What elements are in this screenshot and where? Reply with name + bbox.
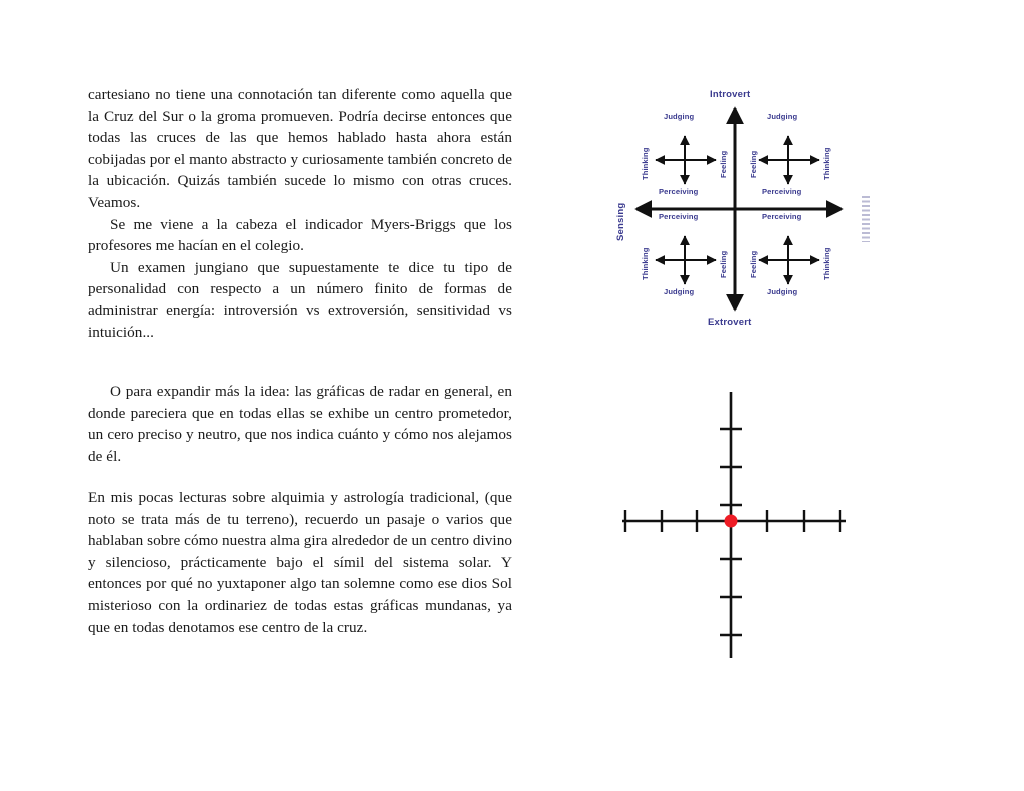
mbti-label-introvert: Introvert [710,89,751,100]
mbti-subcross-top-left [656,136,716,184]
mbti-br-judging: Judging [767,287,798,296]
mbti-bl-perceiving: Perceiving [659,212,699,221]
mbti-bl-feeling: Feeling [719,250,728,278]
text-block-2 [88,381,512,467]
mbti-tr-judging: Judging [767,112,798,121]
cartesian-cross-svg [612,382,856,668]
mbti-br-thinking: Thinking [822,247,831,280]
mbti-subcross-top-right [759,136,819,184]
paragraph: Se me viene a la cabeza el indicador Myers-Briggs que los profesores me hacían en el colegio. [88,215,512,255]
myers-briggs-diagram [604,84,872,334]
mbti-tl-thinking: Thinking [641,147,650,180]
mbti-br-perceiving: Perceiving [762,212,802,221]
paragraph: cartesiano no tiene una connotación tan diferente como aquella que la Cruz del Sur o la groma promueven. Podría decirse entonces que todas las cruces de las que hemos hablado hasta ahora están cobijadas por el manto abstracto y curiosamente también concreto de la ubicación. Quizás también sucede lo mismo con otras cruces. Veamos. [88,86,512,211]
mbti-subcross-bottom-left [656,236,716,284]
text-block-3 [88,487,512,638]
mbti-tl-judging: Judging [664,112,695,121]
paragraph: Un examen jungiano que supuestamente te dice tu tipo de personalidad con respecto a un número finito de formas de administrar energía: introversión vs extroversión, sensitividad vs intuición... [88,258,512,341]
mbti-axes-svg [604,84,872,334]
mbti-br-feeling: Feeling [749,250,758,278]
mbti-label-intuition-watermark [862,196,870,242]
mbti-bl-judging: Judging [664,287,695,296]
mbti-tl-perceiving: Perceiving [659,187,699,196]
paragraph: En mis pocas lecturas sobre alquimia y astrología tradicional, (que noto se trata más de tu terreno), recuerdo un pasaje o varios que hablaban sobre cómo nuestra alma gira alrededor de un centro divino y silencioso, prácticamente bajo el símil del sistema solar. Y entonces por qué no yuxtaponer algo tan solemne como ese dios Sol misterioso con la ordinariez de todas estas gráficas mundanas, ya que en todas denotamos ese centro de la cruz. [88,489,512,636]
mbti-tr-perceiving: Perceiving [762,187,802,196]
origin-data-point [725,515,738,528]
paragraph: O para expandir más la idea: las gráficas de radar en general, en donde pareciera que en todas ellas se exhibe un centro prometedor, un cero preciso y neutro, que nos indica cuánto y cómo nos alejamos de él. [88,383,512,465]
mbti-bl-thinking: Thinking [641,247,650,280]
mbti-label-sensing: Sensing [615,202,626,241]
mbti-label-extrovert: Extrovert [708,317,752,328]
mbti-tr-thinking: Thinking [822,147,831,180]
mbti-tl-feeling: Feeling [719,150,728,178]
text-block-1 [88,84,512,343]
mbti-tr-feeling: Feeling [749,150,758,178]
cartesian-cross-figure [612,382,856,668]
mbti-subcross-bottom-right [759,236,819,284]
